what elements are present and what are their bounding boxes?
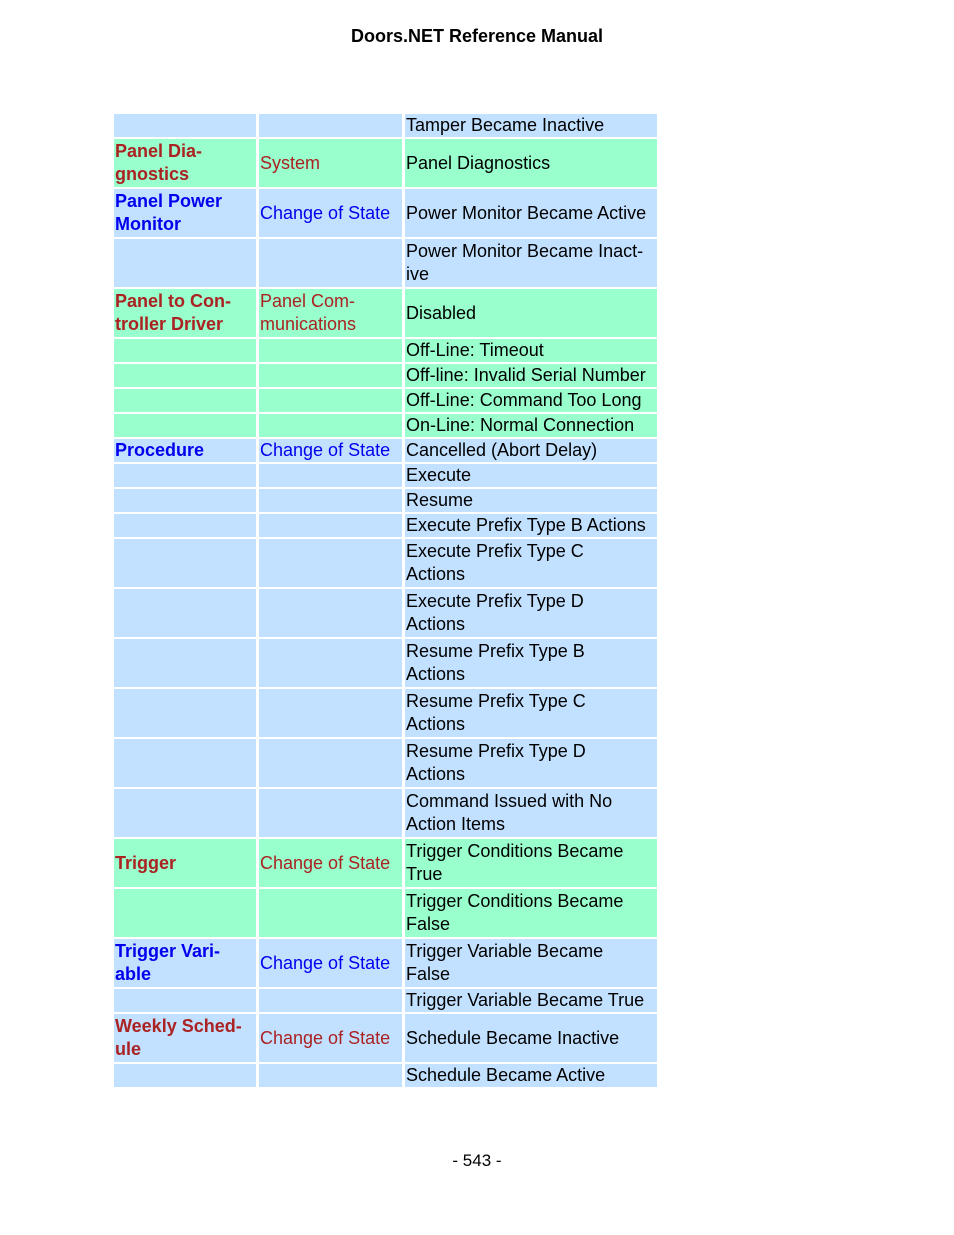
event-description-cell: Tamper Became Inactive <box>405 114 657 139</box>
table-row <box>114 514 657 539</box>
event-category-cell <box>259 389 405 414</box>
event-source-cell <box>114 514 259 539</box>
event-category-cell <box>259 1064 405 1089</box>
event-category-cell <box>259 114 405 139</box>
table-row <box>114 539 657 589</box>
table-row <box>114 589 657 639</box>
table-row <box>114 989 657 1014</box>
event-description-cell: Trigger Variable Became False <box>405 939 657 989</box>
event-category-cell <box>259 514 405 539</box>
table-row <box>114 939 657 989</box>
event-description-cell: Resume Prefix Type C Actions <box>405 689 657 739</box>
event-source-cell <box>114 114 259 139</box>
event-description-cell: On-Line: Normal Connection <box>405 414 657 439</box>
event-source-cell: Trigger <box>114 839 259 889</box>
event-category-cell: System <box>259 139 405 189</box>
table-row <box>114 489 657 514</box>
event-description-cell: Execute <box>405 464 657 489</box>
event-source-cell <box>114 539 259 589</box>
event-description-cell: Execute Prefix Type D Actions <box>405 589 657 639</box>
event-description-cell: Trigger Conditions Became True <box>405 839 657 889</box>
table-row <box>114 739 657 789</box>
event-description-cell: Trigger Variable Became True <box>405 989 657 1014</box>
event-description-cell: Resume Prefix Type D Actions <box>405 739 657 789</box>
table-row <box>114 139 657 189</box>
table-row <box>114 839 657 889</box>
event-description-cell: Execute Prefix Type B Actions <box>405 514 657 539</box>
event-description-cell: Panel Diagnostics <box>405 139 657 189</box>
event-description-cell: Off-Line: Command Too Long <box>405 389 657 414</box>
table-row <box>114 364 657 389</box>
event-description-cell: Power Monitor Became Active <box>405 189 657 239</box>
event-category-cell <box>259 239 405 289</box>
table-row <box>114 1064 657 1089</box>
event-source-cell <box>114 389 259 414</box>
event-source-cell <box>114 239 259 289</box>
event-source-cell <box>114 1064 259 1089</box>
event-source-cell: Panel to Con- troller Driver <box>114 289 259 339</box>
event-category-cell: Change of State <box>259 439 405 464</box>
event-description-cell: Off-Line: Timeout <box>405 339 657 364</box>
event-description-cell: Off-line: Invalid Serial Number <box>405 364 657 389</box>
event-category-cell <box>259 789 405 839</box>
event-category-cell: Change of State <box>259 839 405 889</box>
event-category-cell <box>259 739 405 789</box>
event-table-body <box>114 114 657 1089</box>
event-description-cell: Execute Prefix Type C Actions <box>405 539 657 589</box>
event-source-cell: Weekly Sched- ule <box>114 1014 259 1064</box>
event-description-cell: Disabled <box>405 289 657 339</box>
event-description-cell: Trigger Conditions Became False <box>405 889 657 939</box>
event-description-cell: Command Issued with No Action Items <box>405 789 657 839</box>
event-category-cell <box>259 339 405 364</box>
event-source-cell <box>114 339 259 364</box>
table-row <box>114 439 657 464</box>
table-row <box>114 414 657 439</box>
event-category-cell: Panel Com- munications <box>259 289 405 339</box>
event-source-cell <box>114 689 259 739</box>
event-description-cell: Power Monitor Became Inact- ive <box>405 239 657 289</box>
table-row <box>114 289 657 339</box>
table-row <box>114 114 657 139</box>
table-row <box>114 639 657 689</box>
event-category-cell <box>259 989 405 1014</box>
table-row <box>114 1014 657 1064</box>
event-description-cell: Resume Prefix Type B Actions <box>405 639 657 689</box>
table-row <box>114 339 657 364</box>
table-row <box>114 789 657 839</box>
event-description-cell: Schedule Became Active <box>405 1064 657 1089</box>
event-category-cell <box>259 539 405 589</box>
event-category-cell <box>259 464 405 489</box>
event-description-cell: Schedule Became Inactive <box>405 1014 657 1064</box>
event-category-cell <box>259 639 405 689</box>
event-category-cell <box>259 364 405 389</box>
event-description-cell: Resume <box>405 489 657 514</box>
event-source-cell <box>114 464 259 489</box>
event-category-cell: Change of State <box>259 939 405 989</box>
event-table <box>114 114 657 1089</box>
event-source-cell <box>114 489 259 514</box>
table-row <box>114 464 657 489</box>
table-row <box>114 389 657 414</box>
event-category-cell <box>259 889 405 939</box>
event-source-cell <box>114 989 259 1014</box>
event-category-cell <box>259 589 405 639</box>
event-source-cell <box>114 739 259 789</box>
event-category-cell <box>259 689 405 739</box>
table-row <box>114 889 657 939</box>
event-source-cell <box>114 889 259 939</box>
event-category-cell: Change of State <box>259 1014 405 1064</box>
event-source-cell: Panel Power Monitor <box>114 189 259 239</box>
event-source-cell <box>114 414 259 439</box>
table-row <box>114 239 657 289</box>
event-category-cell <box>259 489 405 514</box>
event-source-cell <box>114 789 259 839</box>
table-row <box>114 689 657 739</box>
event-category-cell: Change of State <box>259 189 405 239</box>
event-source-cell: Trigger Vari- able <box>114 939 259 989</box>
event-source-cell <box>114 589 259 639</box>
event-source-cell <box>114 639 259 689</box>
event-source-cell: Panel Dia- gnostics <box>114 139 259 189</box>
event-category-cell <box>259 414 405 439</box>
table-row <box>114 189 657 239</box>
event-source-cell <box>114 364 259 389</box>
page-number: - 543 - <box>452 1151 502 1170</box>
event-description-cell: Cancelled (Abort Delay) <box>405 439 657 464</box>
event-source-cell: Procedure <box>114 439 259 464</box>
page-header: Doors.NET Reference Manual <box>350 26 604 46</box>
